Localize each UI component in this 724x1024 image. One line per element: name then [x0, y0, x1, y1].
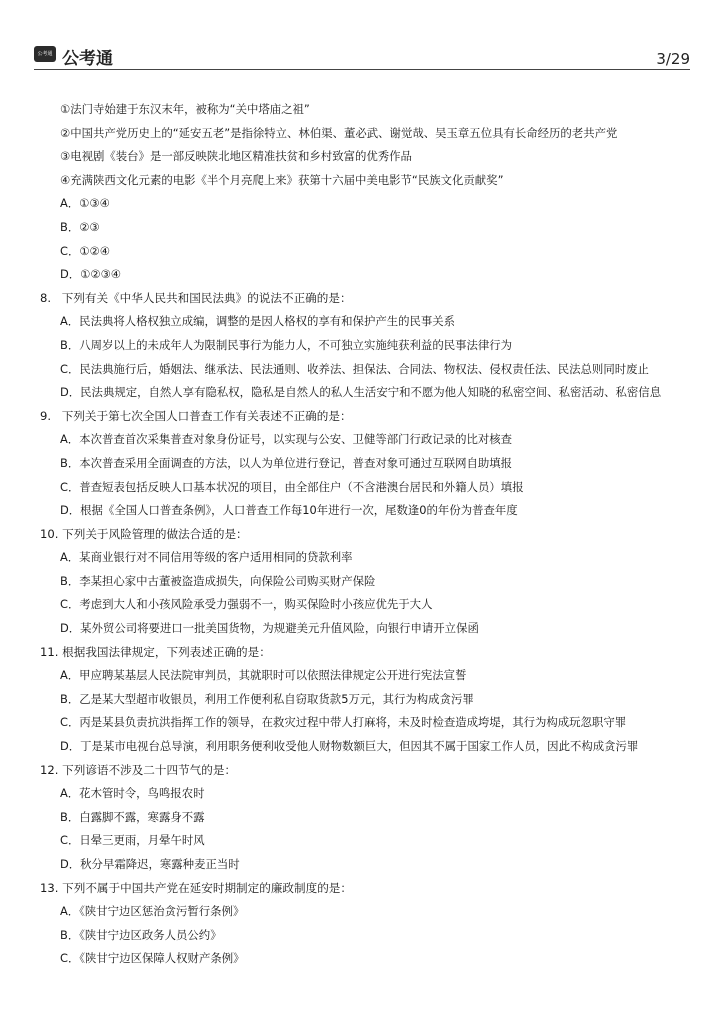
header-divider	[34, 69, 690, 70]
answer-option: B．《陕甘宁边区政务人员公约》	[60, 927, 222, 942]
answer-option: ①法门寺始建于东汉末年，被称为“关中塔庙之祖”	[60, 102, 310, 116]
question-text: 下列关于风险管理的做法合适的是：	[62, 526, 248, 541]
answer-option: B．乙是某大型超市收银员，利用工作便利私自窃取货款5万元，其行为构成贪污罪	[60, 691, 474, 706]
answer-option: B．八周岁以上的未成年人为限制民事行为能力人，不可独立实施纯获利益的民事法律行为	[60, 337, 513, 352]
question-number: 10.	[40, 526, 59, 541]
answer-option: C．①②④	[60, 243, 110, 258]
question-stem	[40, 759, 690, 783]
answer-option: A．甲应聘某基层人民法院审判员，其就职时可以依照法律规定公开进行宪法宣誓	[60, 668, 467, 683]
answer-option: C．考虑到大人和小孩风险承受力强弱不一，购买保险时小孩应优先于大人	[60, 597, 433, 612]
answer-option: ③电视剧《装台》是一部反映陕北地区精准扶贫和乡村致富的优秀作品	[60, 149, 412, 164]
question-text: 下列谚语不涉及二十四节气的是：	[62, 762, 237, 777]
question-text: 根据我国法律规定，下列表述正确的是：	[62, 644, 271, 659]
answer-option: C．丙是某县负责抗洪指挥工作的领导，在救灾过程中带人打麻将，未及时检查造成垮堤，其行为构成玩忽职守罪	[60, 715, 627, 730]
question-stem	[40, 523, 690, 547]
logo-text: 公考通	[62, 49, 113, 69]
question-stem	[40, 641, 690, 665]
page-number: 3/29	[656, 50, 690, 68]
question-text: 下列不属于中国共产党在延安时期制定的廉政制度的是：	[62, 880, 352, 895]
answer-option: A．花木管时令，鸟鸣报农时	[60, 786, 205, 801]
answer-option: ②中国共产党历史上的“延安五老”是指徐特立、林伯渠、董必武、谢觉哉、吴玉章五位具有长命经历的老共产党	[60, 125, 618, 140]
question-stem	[40, 877, 690, 901]
logo-icon: 公考通	[34, 46, 56, 62]
answer-option: C．普查短表包括反映人口基本状况的项目，由全部住户（不含港澳台居民和外籍人员）填报	[60, 479, 524, 494]
question-text: 下列关于第七次全国人口普查工作有关表述不正确的是：	[61, 408, 352, 423]
answer-option: D．某外贸公司将要进口一批美国货物，为规避美元升值风险，向银行申请开立保函	[60, 621, 479, 636]
question-number: 13.	[40, 880, 59, 895]
answer-option: A．本次普查首次采集普查对象身份证号，以实现与公安、卫健等部门行政记录的比对核查	[60, 432, 513, 447]
answer-option: A．某商业银行对不同信用等级的客户适用相同的贷款利率	[60, 550, 353, 565]
answer-option: C．《陕甘宁边区保障人权财产条例》	[60, 951, 245, 966]
answer-option: C．民法典施行后，婚姻法、继承法、民法通则、收养法、担保法、合同法、物权法、侵权责任法、民法总则同时废止	[60, 361, 649, 376]
question-stem	[40, 287, 690, 311]
answer-option: C．日晕三更雨，月晕午时风	[60, 833, 205, 848]
answer-option: A．民法典将人格权独立成编，调整的是因人格权的享有和保护产生的民事关系	[60, 314, 456, 329]
answer-option: D．根据《全国人口普查条例》，人口普查工作每10年进行一次，尾数逢0的年份为普查年度	[60, 503, 518, 518]
question-number: 11.	[40, 644, 59, 659]
answer-option: B．白露脚不露，寒露身不露	[60, 809, 205, 824]
answer-option: D．丁是某市电视台总导演，利用职务便利收受他人财物数额巨大，但因其不属于国家工作人员，因此不构成贪污罪	[60, 739, 639, 754]
question-text: 下列有关《中华人民共和国民法典》的说法不正确的是：	[61, 290, 352, 305]
answer-option: B．本次普查采用全面调查的方法，以人为单位进行登记，普查对象可通过互联网自助填报	[60, 455, 513, 470]
answer-option: A．①③④	[60, 196, 110, 211]
question-number: 12.	[40, 762, 59, 777]
question-number: 9.	[40, 408, 52, 423]
answer-option: ④充满陕西文化元素的电影《半个月亮爬上来》获第十六届中美电影节“民族文化贡献奖”	[60, 172, 504, 187]
answer-option: D．秋分早霜降迟，寒露种麦正当时	[60, 857, 240, 871]
answer-option: A．《陕甘宁边区惩治贪污暂行条例》	[60, 904, 245, 919]
document-body	[40, 98, 690, 971]
answer-option: D．①②③④	[60, 267, 122, 282]
question-stem	[40, 405, 690, 429]
answer-option: B．②③	[60, 219, 100, 234]
page-header	[34, 42, 690, 70]
answer-option: B．李某担心家中古董被盗造成损失，向保险公司购买财产保险	[60, 573, 376, 588]
question-number: 8.	[40, 290, 52, 305]
answer-option: D．民法典规定，自然人享有隐私权，隐私是自然人的私人生活安宁和不愿为他人知晓的私密空间、私密活动、私密信息	[60, 385, 662, 400]
